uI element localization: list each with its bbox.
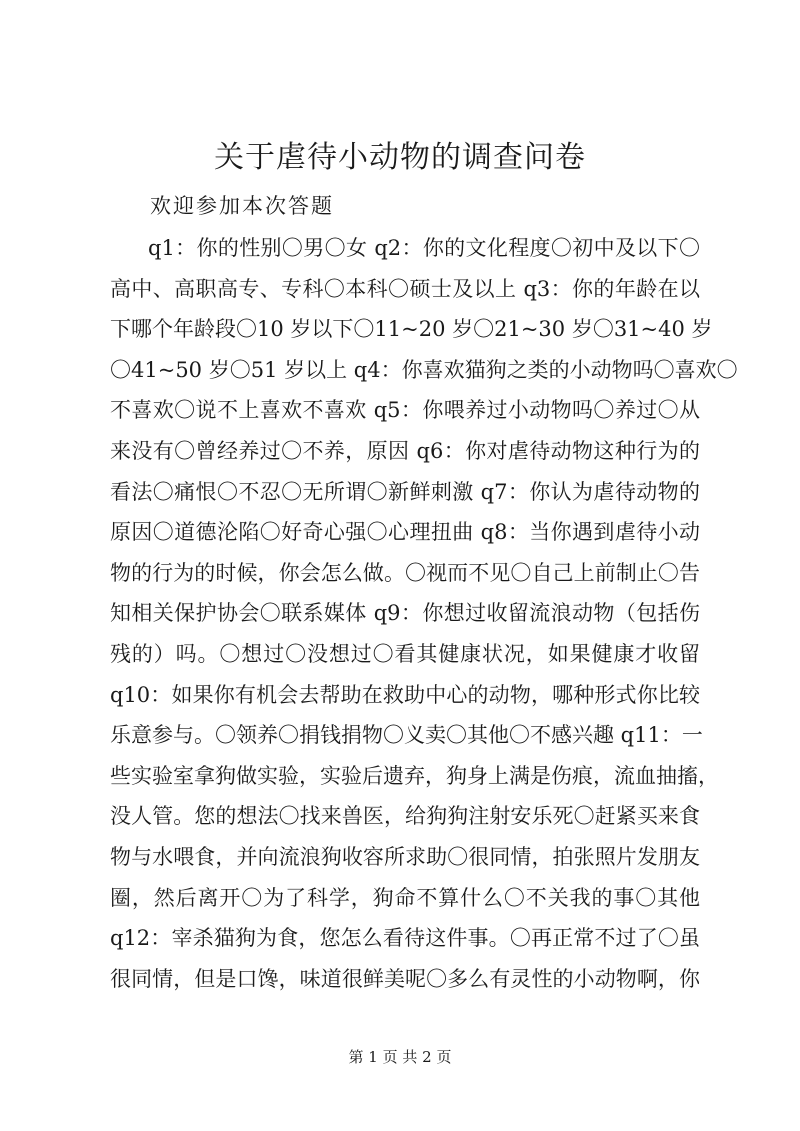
- body-line: 圈，然后离开〇为了科学，狗命不算什么〇不关我的事〇其他: [110, 885, 700, 910]
- body-line: 残的）吗。〇想过〇没想过〇看其健康状况，如果健康才收留: [110, 641, 700, 666]
- body-line: 原因〇道德沦陷〇好奇心强〇心理扭曲 q8：当你遇到虐待小动: [110, 520, 700, 545]
- body-line: 来没有〇曾经养过〇不养，原因 q6：你对虐待动物这种行为的: [110, 438, 700, 463]
- page-title: 关于虐待小动物的调查问卷: [214, 140, 586, 175]
- body-line: 〇41~50 岁〇51 岁以上 q4：你喜欢猫狗之类的小动物吗〇喜欢〇: [110, 357, 738, 382]
- body-line: 物与水喂食，并向流浪狗收容所求助〇很同情，拍张照片发朋友: [110, 844, 700, 869]
- body-line: q10：如果你有机会去帮助在救助中心的动物，哪种形式你比较: [110, 682, 700, 707]
- body-line: q1：你的性别〇男〇女 q2：你的文化程度〇初中及以下〇: [148, 236, 700, 260]
- body-line: 乐意参与。〇领养〇捐钱捐物〇义卖〇其他〇不感兴趣 q11：一: [110, 723, 703, 748]
- body-line: 很同情，但是口馋，味道很鲜美呢〇多么有灵性的小动物啊，你: [110, 966, 700, 991]
- body-line: 下哪个年龄段〇10 岁以下〇11~20 岁〇21~30 岁〇31~40 岁: [110, 317, 713, 342]
- body-line: 物的行为的时候，你会怎么做。〇视而不见〇自己上前制止〇告: [110, 560, 700, 585]
- body-line: 不喜欢〇说不上喜欢不喜欢 q5：你喂养过小动物吗〇养过〇从: [110, 398, 700, 423]
- body-line: 知相关保护协会〇联系媒体 q9：你想过收留流浪动物（包括伤: [110, 601, 700, 626]
- welcome-text: 欢迎参加本次答题: [150, 194, 334, 218]
- body-line: 看法〇痛恨〇不忍〇无所谓〇新鲜刺激 q7：你认为虐待动物的: [110, 479, 700, 504]
- questionnaire-body: [110, 228, 738, 999]
- body-line: 高中、高职高专、专科〇本科〇硕士及以上 q3：你的年龄在以: [110, 276, 700, 301]
- body-line: 没人管。您的想法〇找来兽医，给狗狗注射安乐死〇赶紧买来食: [110, 804, 700, 829]
- page-number-footer: 第 1 页 共 2 页: [348, 1048, 452, 1066]
- body-line: 些实验室拿狗做实验，实验后遗弃，狗身上满是伤痕，流血抽搐，: [110, 763, 719, 788]
- body-line: q12：宰杀猫狗为食，您怎么看待这件事。〇再正常不过了〇虽: [110, 926, 700, 951]
